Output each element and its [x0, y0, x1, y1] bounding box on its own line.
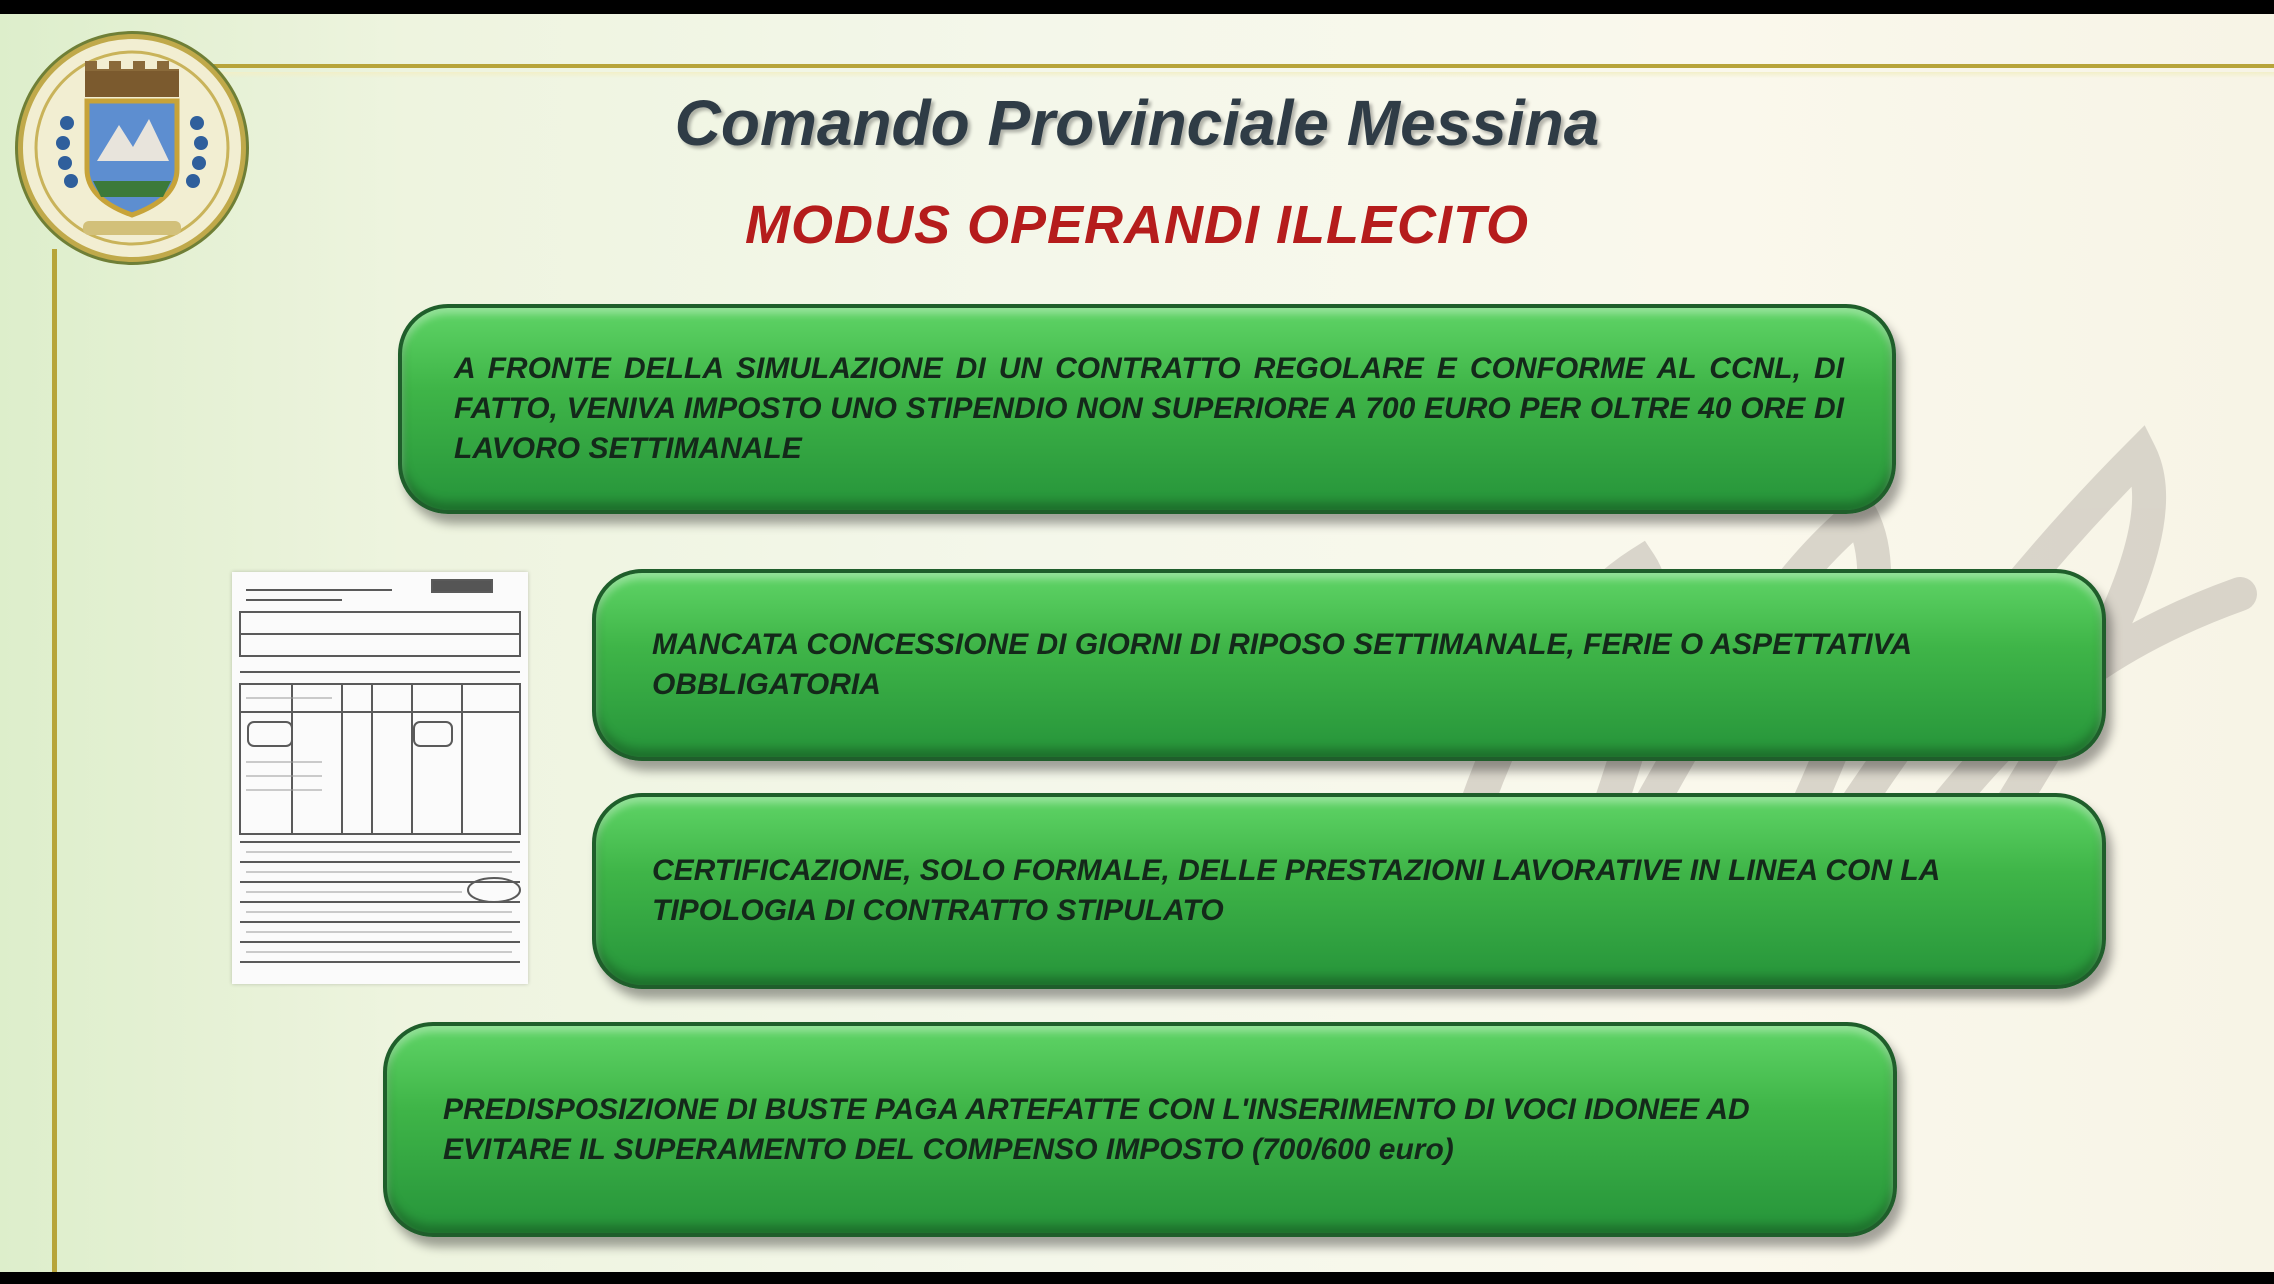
frame-left-line: [52, 249, 57, 1272]
info-box-text: A FRONTE DELLA SIMULAZIONE DI UN CONTRATTO REGOLARE E CONFORME AL CCNL, DI FATTO, VENIVA IMPOSTO UNO STIPENDIO NON SUPERIORE A 700 EURO PER OLTRE 40 ORE DI LAVORO SETTIMANALE: [454, 352, 1844, 465]
frame-top-line: [200, 64, 2274, 68]
info-box-mancata-concessione: [592, 569, 2106, 761]
page-title: Comando Provinciale Messina: [674, 87, 1600, 159]
info-box-text: CERTIFICAZIONE, SOLO FORMALE, DELLE PRESTAZIONI LAVORATIVE IN LINEA CON LA TIPOLOGIA DI CONTRATTO STIPULATO: [652, 854, 1940, 927]
info-box-simulazione-contratto: [398, 304, 1896, 514]
page-subtitle: MODUS OPERANDI ILLECITO: [744, 195, 1530, 255]
frame-top-shadow: [200, 72, 2274, 78]
info-box-text: MANCATA CONCESSIONE DI GIORNI DI RIPOSO SETTIMANALE, FERIE O ASPETTATIVA OBBLIGATORIA: [652, 628, 1911, 701]
info-box-text: PREDISPOSIZIONE DI BUSTE PAGA ARTEFATTE CON L'INSERIMENTO DI VOCI IDONEE AD EVITARE IL SUPERAMENTO DEL COMPENSO IMPOSTO (700/600 euro): [443, 1092, 1750, 1166]
info-box-certificazione: [592, 793, 2106, 989]
payslip-document-icon: [232, 572, 528, 984]
slide: [0, 14, 2274, 1272]
info-box-buste-paga: [383, 1022, 1897, 1237]
